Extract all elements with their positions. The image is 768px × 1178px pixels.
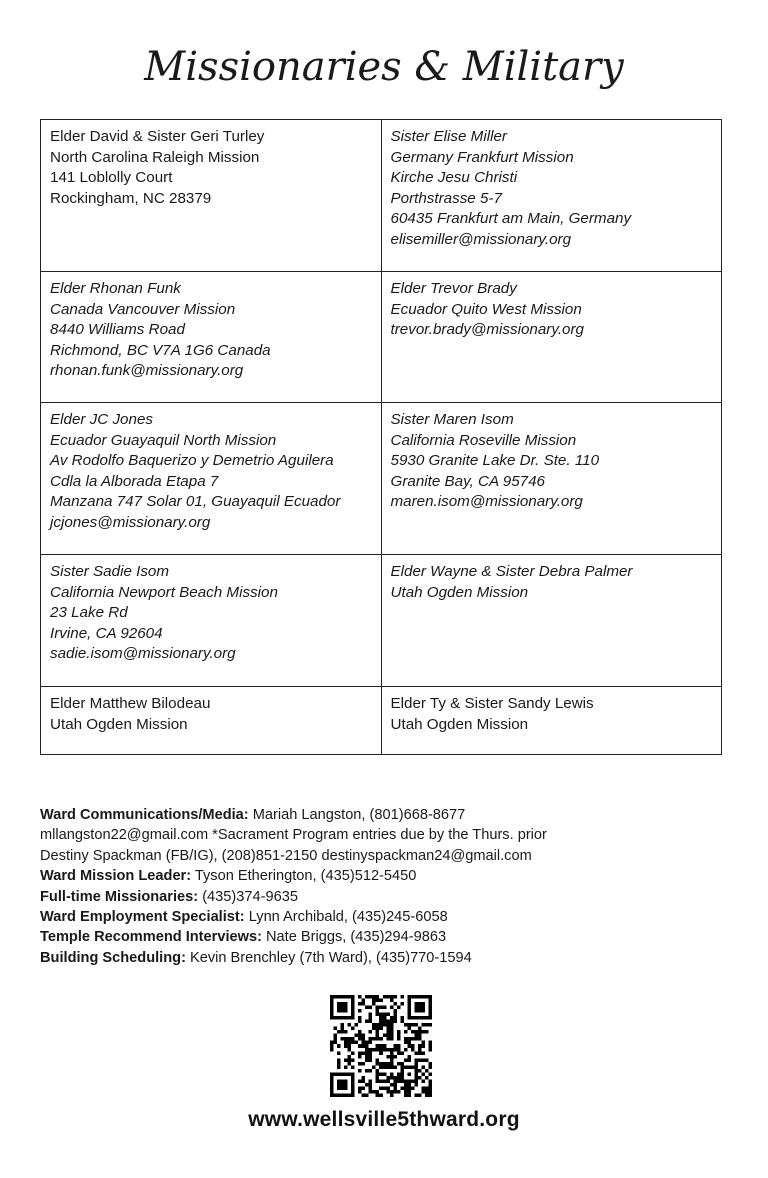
missionary-cell [381, 687, 722, 755]
contact-label: Ward Employment Specialist: [40, 909, 245, 926]
missionary-cell [41, 120, 382, 272]
contact-text: Nate Briggs, (435)294-9863 [261, 929, 447, 946]
contact-line [40, 948, 547, 968]
missionary-detail: North Carolina Raleigh Mission [50, 148, 260, 166]
missionary-detail: Richmond, BC V7A 1G6 Canada [50, 341, 271, 359]
missionary-detail: 8440 Williams Road [50, 321, 185, 339]
table-row [41, 120, 722, 272]
contact-text: Kevin Brenchley (7th Ward), (435)770-1594 [185, 949, 472, 966]
missionary-detail: Porthstrasse 5-7 [390, 189, 502, 207]
missionary-detail: 23 Lake Rd [50, 604, 128, 622]
missionary-name: Elder Ty & Sister Sandy Lewis [390, 695, 594, 712]
qr-code-icon[interactable] [329, 995, 433, 1097]
table-row [41, 687, 722, 755]
missionary-name: Elder Matthew Bilodeau [50, 695, 211, 712]
contact-label: Ward Mission Leader: [40, 868, 192, 885]
missionary-name: Elder Trevor Brady [390, 280, 517, 297]
contact-line [40, 866, 547, 886]
contact-text: (435)374-9635 [198, 888, 298, 905]
missionary-email[interactable]: rhonan.funk@missionary.org [50, 362, 244, 380]
contact-line [40, 907, 547, 927]
missionary-detail: Kirche Jesu Christi [390, 169, 518, 187]
missionary-detail: California Newport Beach Mission [50, 583, 278, 601]
missionary-name: Sister Elise Miller [390, 128, 507, 145]
missionary-detail: Av Rodolfo Baquerizo y Demetrio Aguilera [50, 452, 334, 470]
missionary-detail: Manzana 747 Solar 01, Guayaquil Ecuador [50, 493, 341, 511]
missionary-name: Elder JC Jones [50, 411, 153, 428]
missionary-cell [381, 403, 722, 555]
missionary-cell [41, 272, 382, 403]
missionary-detail: Rockingham, NC 28379 [50, 189, 212, 207]
missionary-detail: Canada Vancouver Mission [50, 300, 236, 318]
missionary-cell [381, 120, 722, 272]
title-text: Missionaries & Military [144, 44, 624, 90]
missionary-detail: Granite Bay, CA 95746 [390, 472, 545, 490]
table-row [41, 272, 722, 403]
page-title [0, 28, 768, 108]
missionary-cell [381, 555, 722, 687]
website-link[interactable]: www.wellsville5thward.org [248, 1108, 520, 1131]
missionary-email[interactable]: sadie.isom@missionary.org [50, 645, 236, 663]
contact-label: Ward Communications/Media: [40, 807, 249, 823]
missionary-detail: Utah Ogden Mission [390, 715, 529, 733]
contact-text: Destiny Spackman (FB/IG), (208)851-2150 destinyspackman24@gmail.com [40, 847, 532, 864]
missionary-name: Elder Rhonan Funk [50, 280, 181, 297]
contact-text: Mariah Langston, (801)668-8677 [248, 807, 466, 823]
contact-label: Temple Recommend Interviews: [40, 929, 262, 946]
contact-line [40, 825, 547, 845]
contact-line [40, 887, 547, 907]
table-row [41, 403, 722, 555]
missionary-cell [41, 403, 382, 555]
missionary-cell [381, 272, 722, 403]
missionary-detail: Cdla la Alborada Etapa 7 [50, 472, 219, 490]
contact-text: Lynn Archibald, (435)245-6058 [244, 909, 448, 926]
missionary-detail: Irvine, CA 92604 [50, 624, 163, 642]
missionary-detail: 141 Loblolly Court [50, 169, 173, 187]
missionary-detail: 5930 Granite Lake Dr. Ste. 110 [390, 452, 600, 470]
missionary-detail: Germany Frankfurt Mission [390, 148, 574, 166]
missionary-detail: 60435 Frankfurt am Main, Germany [390, 210, 632, 228]
missionary-detail: Utah Ogden Mission [50, 715, 188, 733]
contact-label: Full-time Missionaries: [40, 888, 199, 905]
contact-text: mllangston22@gmail.com *Sacrament Program entries due by the Thurs. prior [40, 827, 547, 844]
missionary-cell [41, 687, 382, 755]
missionary-detail: California Roseville Mission [390, 431, 577, 449]
missionary-email[interactable]: elisemiller@missionary.org [390, 230, 572, 248]
missionary-email[interactable]: jcjones@missionary.org [50, 513, 211, 531]
missionary-table [40, 119, 722, 755]
contact-line [40, 805, 547, 825]
contact-line [40, 927, 547, 947]
contact-line [40, 846, 547, 866]
missionary-name: Sister Sadie Isom [50, 563, 170, 580]
missionary-name: Elder David & Sister Geri Turley [50, 128, 265, 145]
missionary-detail: Utah Ogden Mission [390, 583, 529, 601]
table-row [41, 555, 722, 687]
missionary-cell [41, 555, 382, 687]
ward-contacts [40, 805, 547, 968]
contact-label: Building Scheduling: [40, 949, 186, 966]
script-title-logo [144, 28, 624, 108]
missionary-detail: Ecuador Guayaquil North Mission [50, 431, 277, 449]
missionary-email[interactable]: maren.isom@missionary.org [390, 493, 583, 511]
missionary-detail: Ecuador Quito West Mission [390, 300, 582, 318]
missionary-name: Elder Wayne & Sister Debra Palmer [390, 563, 633, 580]
missionary-name: Sister Maren Isom [390, 411, 514, 428]
missionary-email[interactable]: trevor.brady@missionary.org [390, 321, 585, 339]
contact-text: Tyson Etherington, (435)512-5450 [191, 868, 417, 885]
